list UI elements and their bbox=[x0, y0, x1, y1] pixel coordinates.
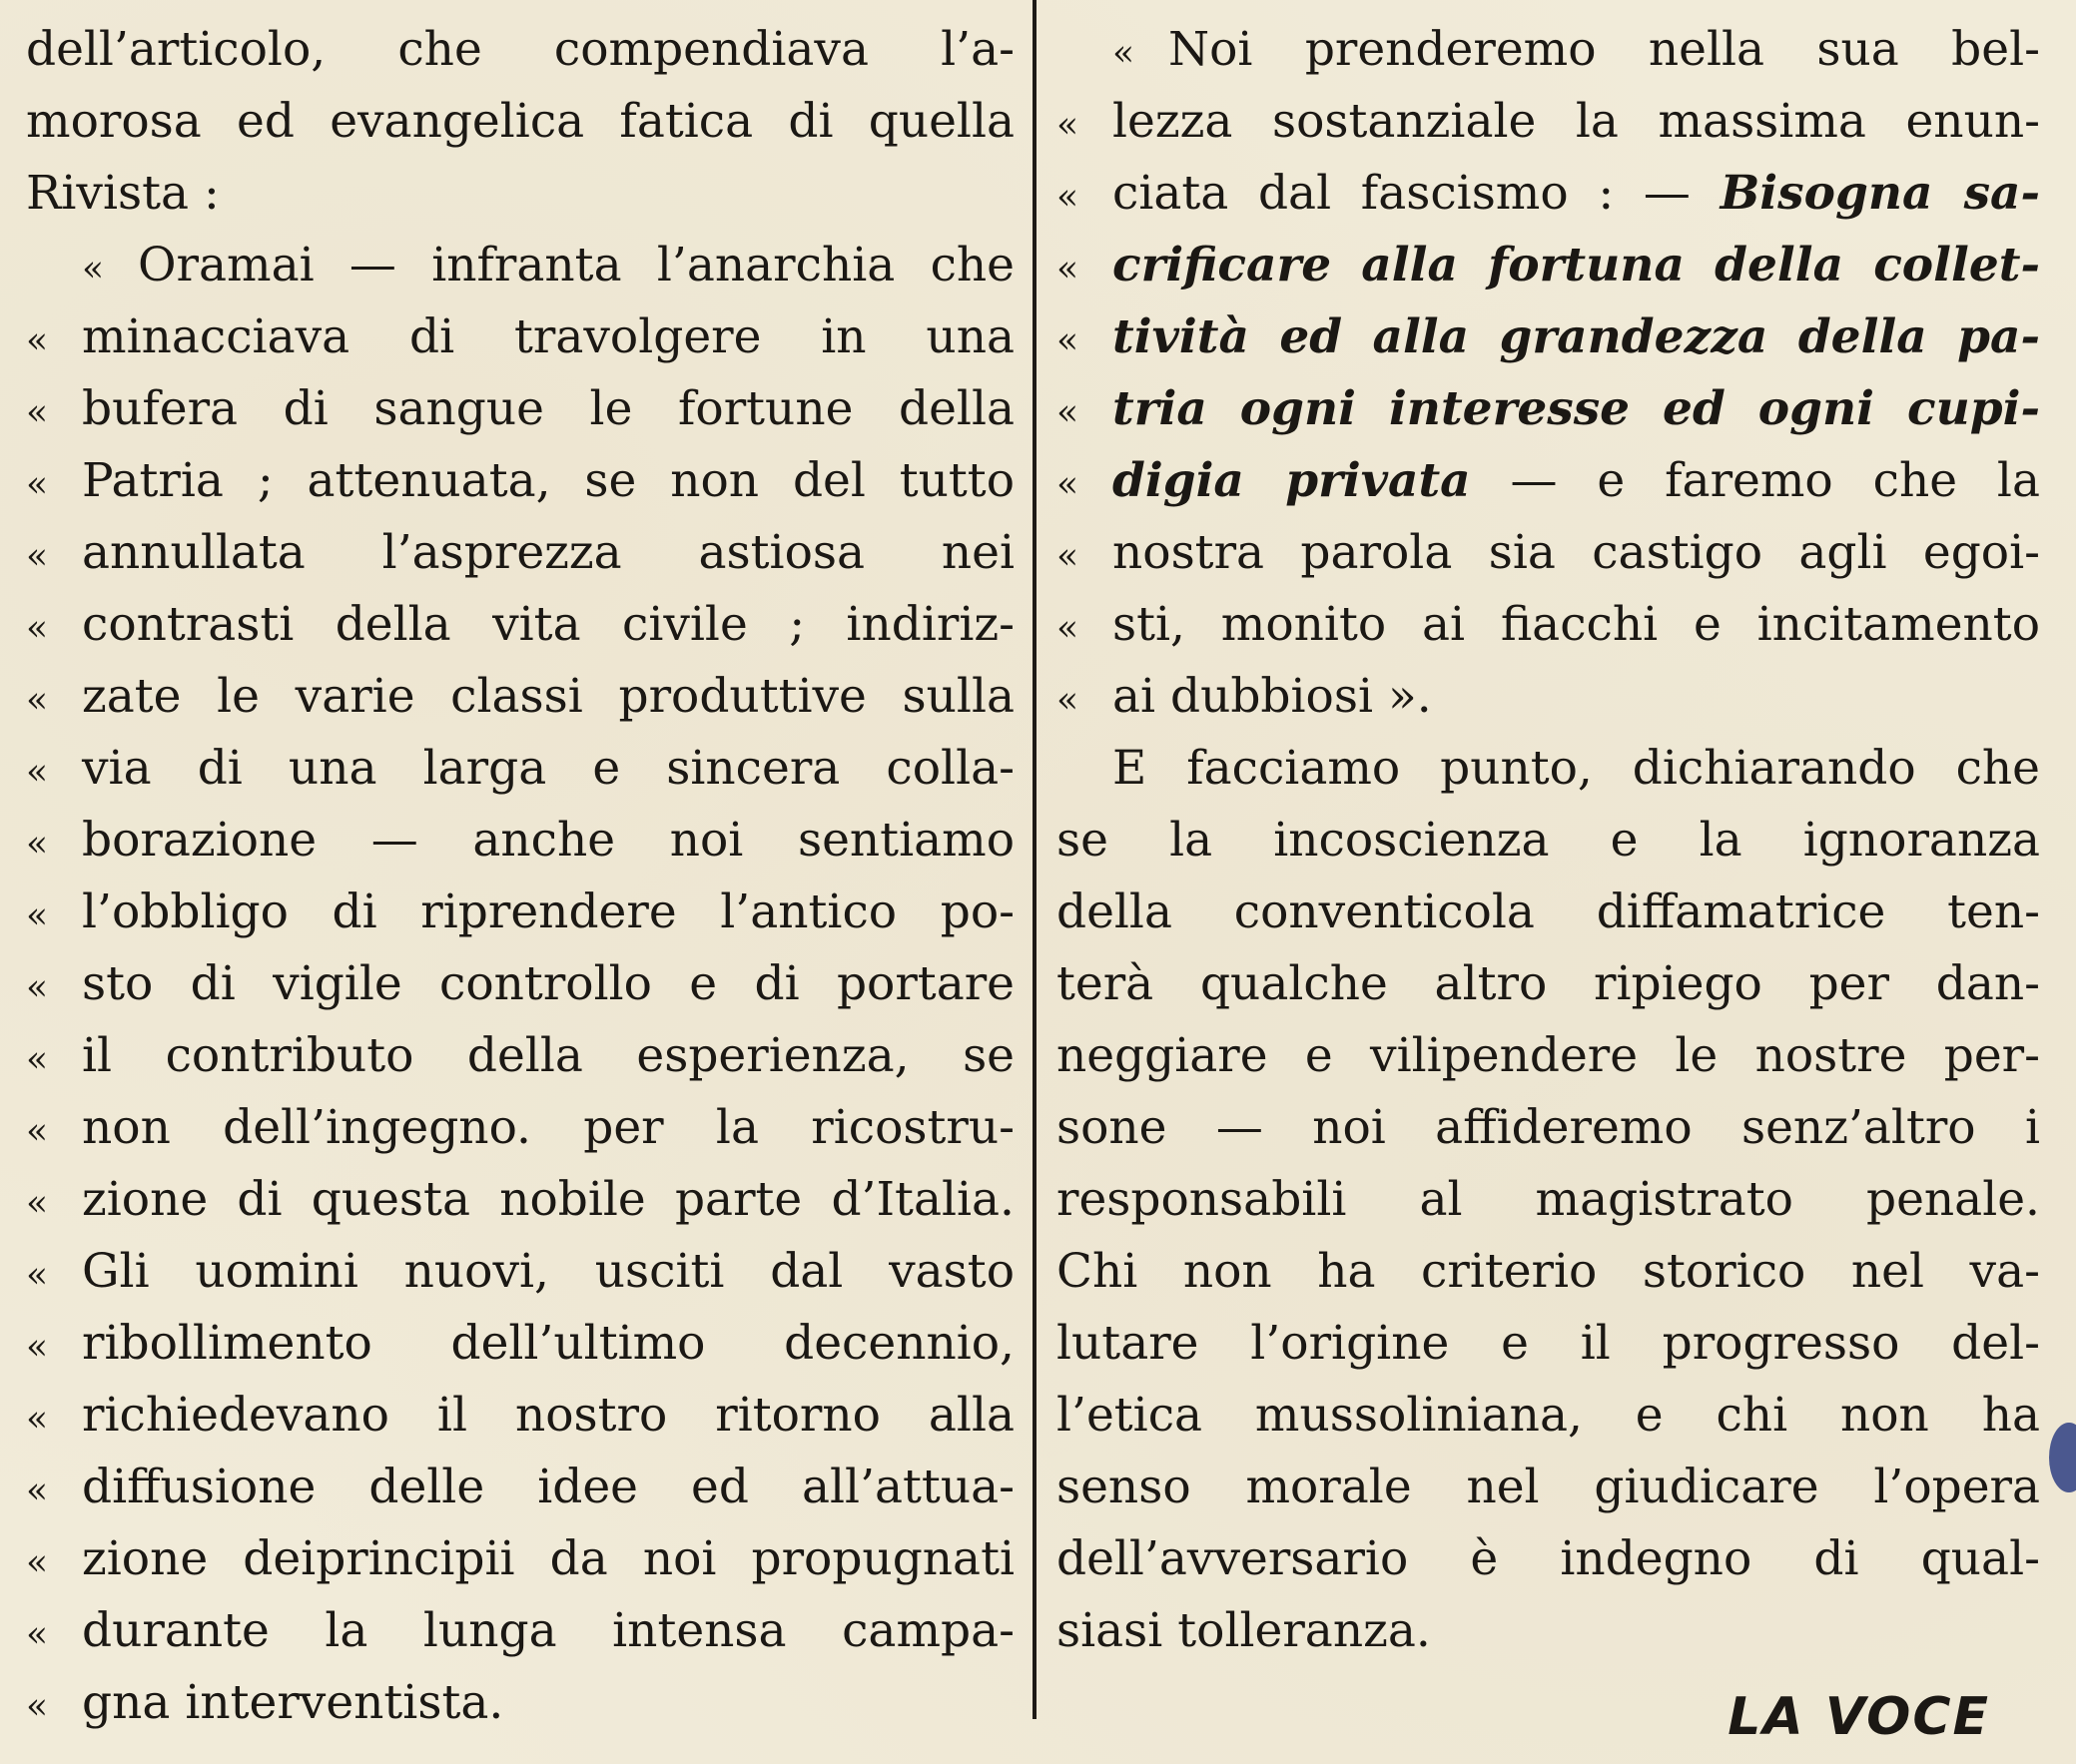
column-divider-rule bbox=[1033, 0, 1037, 1719]
text-run: zione di questa nobile parte d’Italia. bbox=[82, 1172, 1015, 1227]
text-line bbox=[26, 445, 1015, 517]
line-text bbox=[1112, 589, 2040, 661]
line-text bbox=[82, 805, 1015, 877]
text-run: Gli uomini nuovi, usciti dal vasto bbox=[82, 1244, 1015, 1299]
line-text bbox=[1112, 230, 2040, 301]
text-line bbox=[1056, 86, 2040, 158]
line-text bbox=[82, 1667, 503, 1739]
quote-mark: « bbox=[1056, 464, 1079, 505]
line-text bbox=[82, 877, 1015, 948]
line-text bbox=[1168, 14, 2040, 86]
quote-mark: « bbox=[1056, 320, 1079, 361]
line-text bbox=[1112, 158, 2040, 230]
text-run: ai dubbiosi ». bbox=[1112, 669, 1432, 724]
line-text bbox=[138, 230, 1015, 301]
text-line bbox=[1056, 1164, 2040, 1236]
text-run: non dell’ingegno. per la ricostru- bbox=[82, 1100, 1015, 1155]
quote-mark: « bbox=[26, 1686, 49, 1727]
line-text bbox=[1056, 948, 2040, 1020]
text-line bbox=[1056, 877, 2040, 948]
quote-mark: « bbox=[26, 752, 49, 793]
line-text bbox=[1112, 445, 2040, 517]
text-line bbox=[26, 373, 1015, 445]
text-run: neggiare e vilipendere le nostre per- bbox=[1056, 1028, 2040, 1083]
text-run: della conventicola diffamatrice ten- bbox=[1056, 884, 2040, 939]
text-line bbox=[1056, 230, 2040, 301]
text-run: diffusione delle idee ed all’attua- bbox=[82, 1460, 1015, 1514]
line-text bbox=[82, 661, 1015, 733]
text-line bbox=[1056, 733, 2040, 805]
text-line bbox=[1056, 589, 2040, 661]
line-text bbox=[1056, 805, 2040, 877]
text-line bbox=[26, 805, 1015, 877]
quote-mark: « bbox=[26, 608, 49, 649]
italic-text-run: Bisogna sa- bbox=[1720, 166, 2040, 221]
text-run: — e faremo che la bbox=[1470, 453, 2040, 508]
left-text-column bbox=[26, 14, 1015, 1739]
line-text bbox=[82, 1380, 1015, 1452]
text-run: E facciamo punto, dichiarando che bbox=[1112, 741, 2040, 796]
text-line bbox=[1056, 517, 2040, 589]
quote-mark: « bbox=[26, 824, 49, 865]
line-text bbox=[82, 1020, 1015, 1092]
line-text bbox=[82, 1452, 1015, 1523]
line-text bbox=[1056, 1380, 2040, 1452]
text-line bbox=[1056, 948, 2040, 1020]
text-line bbox=[26, 877, 1015, 948]
line-text bbox=[1056, 1092, 2040, 1164]
italic-text-run: tività ed alla grandezza della pa- bbox=[1112, 309, 2040, 364]
text-line bbox=[26, 1092, 1015, 1164]
line-text bbox=[82, 1595, 1015, 1667]
line-text bbox=[1112, 301, 2040, 373]
right-text-column bbox=[1056, 14, 2040, 1667]
text-line bbox=[26, 948, 1015, 1020]
text-run: morosa ed evangelica fatica di quella bbox=[26, 94, 1015, 149]
text-line bbox=[1056, 301, 2040, 373]
quote-mark: « bbox=[1056, 680, 1079, 721]
line-text bbox=[1112, 733, 2040, 805]
line-text bbox=[82, 1236, 1015, 1308]
text-line bbox=[26, 230, 1015, 301]
text-line bbox=[1056, 1595, 2040, 1667]
line-text bbox=[1056, 1308, 2040, 1380]
quote-mark: « bbox=[26, 1470, 49, 1511]
quote-mark: « bbox=[26, 536, 49, 577]
line-text bbox=[82, 301, 1015, 373]
line-text bbox=[1056, 1523, 2040, 1595]
line-text bbox=[82, 373, 1015, 445]
quote-mark: « bbox=[26, 1399, 49, 1440]
line-text bbox=[1112, 661, 1432, 733]
text-line bbox=[26, 1308, 1015, 1380]
quote-mark: « bbox=[26, 1614, 49, 1655]
text-run: Patria ; attenuata, se non del tutto bbox=[82, 453, 1015, 508]
quote-mark: « bbox=[1056, 536, 1079, 577]
text-run: ribollimento dell’ultimo decennio, bbox=[82, 1316, 1015, 1371]
text-run: dell’avversario è indegno di qual- bbox=[1056, 1531, 2040, 1586]
text-run: borazione — anche noi sentiamo bbox=[82, 813, 1015, 868]
line-text bbox=[82, 1308, 1015, 1380]
text-line bbox=[1056, 445, 2040, 517]
text-run: Noi prenderemo nella sua bel- bbox=[1168, 22, 2040, 77]
line-text bbox=[26, 158, 220, 230]
line-text bbox=[26, 14, 1015, 86]
line-text bbox=[26, 86, 1015, 158]
text-run: il contributo della esperienza, se bbox=[82, 1028, 1015, 1083]
text-run: l’etica mussoliniana, e chi non ha bbox=[1056, 1388, 2040, 1443]
text-run: via di una larga e sincera colla- bbox=[82, 741, 1015, 796]
italic-text-run: digia privata bbox=[1112, 453, 1471, 508]
line-text bbox=[82, 1523, 1015, 1595]
line-text bbox=[82, 1164, 1015, 1236]
text-line bbox=[1056, 158, 2040, 230]
quote-mark: « bbox=[26, 1542, 49, 1583]
text-line bbox=[26, 733, 1015, 805]
text-run: bufera di sangue le fortune della bbox=[82, 381, 1015, 436]
text-line bbox=[26, 1595, 1015, 1667]
text-line bbox=[1056, 1092, 2040, 1164]
text-run: contrasti della vita civile ; indiriz- bbox=[82, 597, 1015, 652]
text-run: se la incoscienza e la ignoranza bbox=[1056, 813, 2040, 868]
text-run: Oramai — infranta l’anarchia che bbox=[138, 238, 1015, 293]
text-run: responsabili al magistrato penale. bbox=[1056, 1172, 2040, 1227]
text-line bbox=[26, 1380, 1015, 1452]
line-text bbox=[1056, 877, 2040, 948]
quote-mark: « bbox=[26, 392, 49, 433]
text-run: Rivista : bbox=[26, 166, 220, 221]
quote-mark: « bbox=[26, 1327, 49, 1368]
text-line bbox=[26, 1164, 1015, 1236]
text-run: lutare l’origine e il progresso del- bbox=[1056, 1316, 2040, 1371]
quote-mark: « bbox=[26, 320, 49, 361]
line-text bbox=[82, 733, 1015, 805]
text-run: sone — noi affideremo senz’altro i bbox=[1056, 1100, 2040, 1155]
text-line bbox=[1056, 661, 2040, 733]
line-text bbox=[82, 589, 1015, 661]
line-text bbox=[1112, 86, 2040, 158]
text-line bbox=[26, 517, 1015, 589]
text-line bbox=[26, 661, 1015, 733]
quote-mark: « bbox=[1056, 608, 1079, 649]
quote-mark: « bbox=[1112, 33, 1135, 74]
quote-mark: « bbox=[26, 1255, 49, 1296]
text-run: sto di vigile controllo e di portare bbox=[82, 956, 1015, 1011]
text-run: zione deiprincipii da noi propugnati bbox=[82, 1531, 1015, 1586]
italic-text-run: tria ogni interesse ed ogni cupi- bbox=[1112, 381, 2040, 436]
text-line bbox=[1056, 1236, 2040, 1308]
text-run: zate le varie classi produttive sulla bbox=[82, 669, 1015, 724]
text-line bbox=[26, 1020, 1015, 1092]
line-text bbox=[82, 1092, 1015, 1164]
text-line bbox=[26, 86, 1015, 158]
quote-mark: « bbox=[26, 1183, 49, 1224]
line-text bbox=[1056, 1452, 2040, 1523]
text-line bbox=[26, 1667, 1015, 1739]
quote-mark: « bbox=[1056, 249, 1079, 290]
line-text bbox=[1056, 1020, 2040, 1092]
line-text bbox=[82, 445, 1015, 517]
ink-blot-mark bbox=[2049, 1423, 2076, 1492]
italic-text-run: crificare alla fortuna della collet- bbox=[1112, 238, 2040, 293]
text-run: dell’articolo, che compendiava l’a- bbox=[26, 22, 1015, 77]
text-run: annullata l’asprezza astiosa nei bbox=[82, 525, 1015, 580]
text-line bbox=[1056, 1308, 2040, 1380]
quote-mark: « bbox=[1056, 177, 1079, 218]
text-line bbox=[26, 1236, 1015, 1308]
text-line bbox=[26, 589, 1015, 661]
signature: LA VOCE bbox=[1728, 1687, 1990, 1747]
text-run: ciata dal fascismo : — bbox=[1112, 166, 1721, 221]
text-line bbox=[1056, 1523, 2040, 1595]
quote-mark: « bbox=[26, 680, 49, 721]
text-run: terà qualche altro ripiego per dan- bbox=[1056, 956, 2040, 1011]
text-line bbox=[1056, 373, 2040, 445]
text-run: senso morale nel giudicare l’opera bbox=[1056, 1460, 2040, 1514]
text-line bbox=[26, 1523, 1015, 1595]
quote-mark: « bbox=[26, 1039, 49, 1080]
text-run: siasi tolleranza. bbox=[1056, 1603, 1431, 1658]
text-run: nostra parola sia castigo agli egoi- bbox=[1112, 525, 2040, 580]
text-line bbox=[26, 158, 1015, 230]
text-run: sti, monito ai fiacchi e incitamento bbox=[1112, 597, 2040, 652]
quote-mark: « bbox=[26, 1111, 49, 1152]
text-run: Chi non ha criterio storico nel va- bbox=[1056, 1244, 2040, 1299]
quote-mark: « bbox=[1056, 392, 1079, 433]
text-line bbox=[1056, 1380, 2040, 1452]
text-line bbox=[1056, 1020, 2040, 1092]
line-text bbox=[82, 948, 1015, 1020]
line-text bbox=[1112, 373, 2040, 445]
line-text bbox=[1056, 1236, 2040, 1308]
quote-mark: « bbox=[1056, 105, 1079, 146]
line-text bbox=[82, 517, 1015, 589]
line-text bbox=[1056, 1595, 1431, 1667]
text-run: richiedevano il nostro ritorno alla bbox=[82, 1388, 1015, 1443]
quote-mark: « bbox=[82, 249, 105, 290]
text-line bbox=[26, 14, 1015, 86]
line-text bbox=[1112, 517, 2040, 589]
text-line bbox=[1056, 805, 2040, 877]
quote-mark: « bbox=[26, 967, 49, 1008]
text-run: l’obbligo di riprendere l’antico po- bbox=[82, 884, 1015, 939]
text-line bbox=[26, 301, 1015, 373]
text-run: lezza sostanziale la massima enun- bbox=[1112, 94, 2040, 149]
text-run: gna interventista. bbox=[82, 1675, 504, 1730]
quote-mark: « bbox=[26, 895, 49, 936]
text-line bbox=[1056, 1452, 2040, 1523]
quote-mark: « bbox=[26, 464, 49, 505]
text-run: minacciava di travolgere in una bbox=[82, 309, 1015, 364]
text-line bbox=[26, 1452, 1015, 1523]
text-line bbox=[1056, 14, 2040, 86]
text-run: durante la lunga intensa campa- bbox=[82, 1603, 1015, 1658]
line-text bbox=[1056, 1164, 2040, 1236]
